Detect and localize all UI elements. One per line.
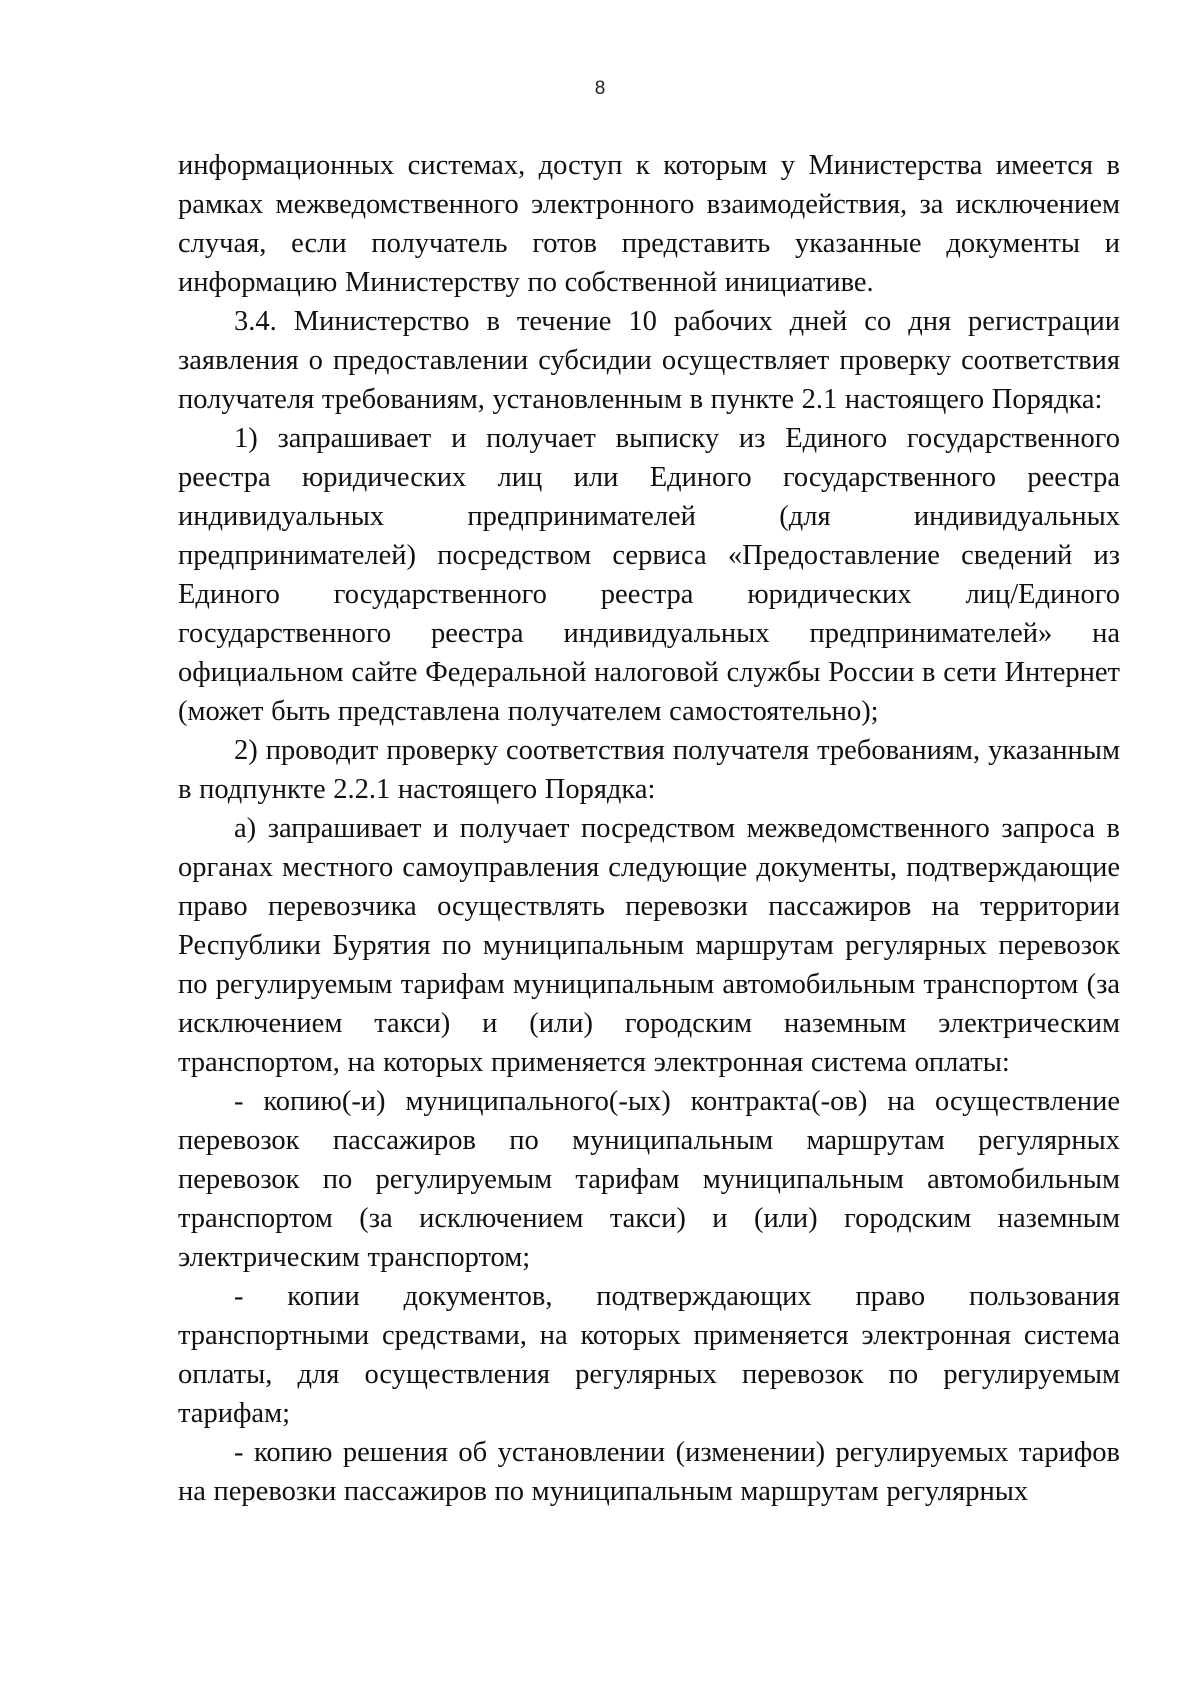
- paragraph-continuation: информационных системах, доступ к которым у Министерства имеется в рамках межведомственного электронного взаимодействия, за исключением случая, если получатель готов представить указанные документы и информацию Министерству по собственной инициативе.: [178, 150, 1120, 298]
- document-body: [178, 146, 1120, 1511]
- paragraph-item-1: 1) запрашивает и получает выписку из Единого государственного реестра юридических лиц или Единого государственного реестра индивидуальных предпринимателей (для индивидуальных предпринимателей) посредством сервиса «Предоставление сведений из Единого государственного реестра юридических лиц/Единого государственного реестра индивидуальных предпринимателей» на официальном сайте Федеральной налоговой службы России в сети Интернет (может быть представлена получателем самостоятельно);: [178, 423, 1120, 727]
- paragraph-bullet-contracts: - копию(-и) муниципального(-ых) контракта(-ов) на осуществление перевозок пассажиров по муниципальным маршрутам регулярных перевозок по регулируемым тарифам муниципальным автомобильным транспортом (за исключением такси) и (или) городским наземным электрическим транспортом;: [178, 1086, 1120, 1273]
- paragraph-clause-3-4: 3.4. Министерство в течение 10 рабочих дней со дня регистрации заявления о предоставлении субсидии осуществляет проверку соответствия получателя требованиям, установленным в пункте 2.1 настоящего Порядка:: [178, 306, 1120, 415]
- paragraph-bullet-tariff-decision: - копию решения об установлении (изменении) регулируемых тарифов на перевозки пассажиров по муниципальным маршрутам регулярных: [178, 1437, 1120, 1507]
- paragraph-subitem-a: а) запрашивает и получает посредством межведомственного запроса в органах местного самоуправления следующие документы, подтверждающие право перевозчика осуществлять перевозки пассажиров на территории Республики Бурятия по муниципальным маршрутам регулярных перевозок по регулируемым тарифам муниципальным автомобильным транспортом (за исключением такси) и (или) городским наземным электрическим транспортом, на которых применяется электронная система оплаты:: [178, 813, 1120, 1078]
- page-number: 8: [594, 78, 606, 99]
- paragraph-bullet-vehicle-documents: - копии документов, подтверждающих право пользования транспортными средствами, на которых применяется электронная система оплаты, для осуществления регулярных перевозок по регулируемым тарифам;: [178, 1281, 1120, 1429]
- paragraph-item-2: 2) проводит проверку соответствия получателя требованиям, указанным в подпункте 2.2.1 настоящего Порядка:: [178, 735, 1120, 805]
